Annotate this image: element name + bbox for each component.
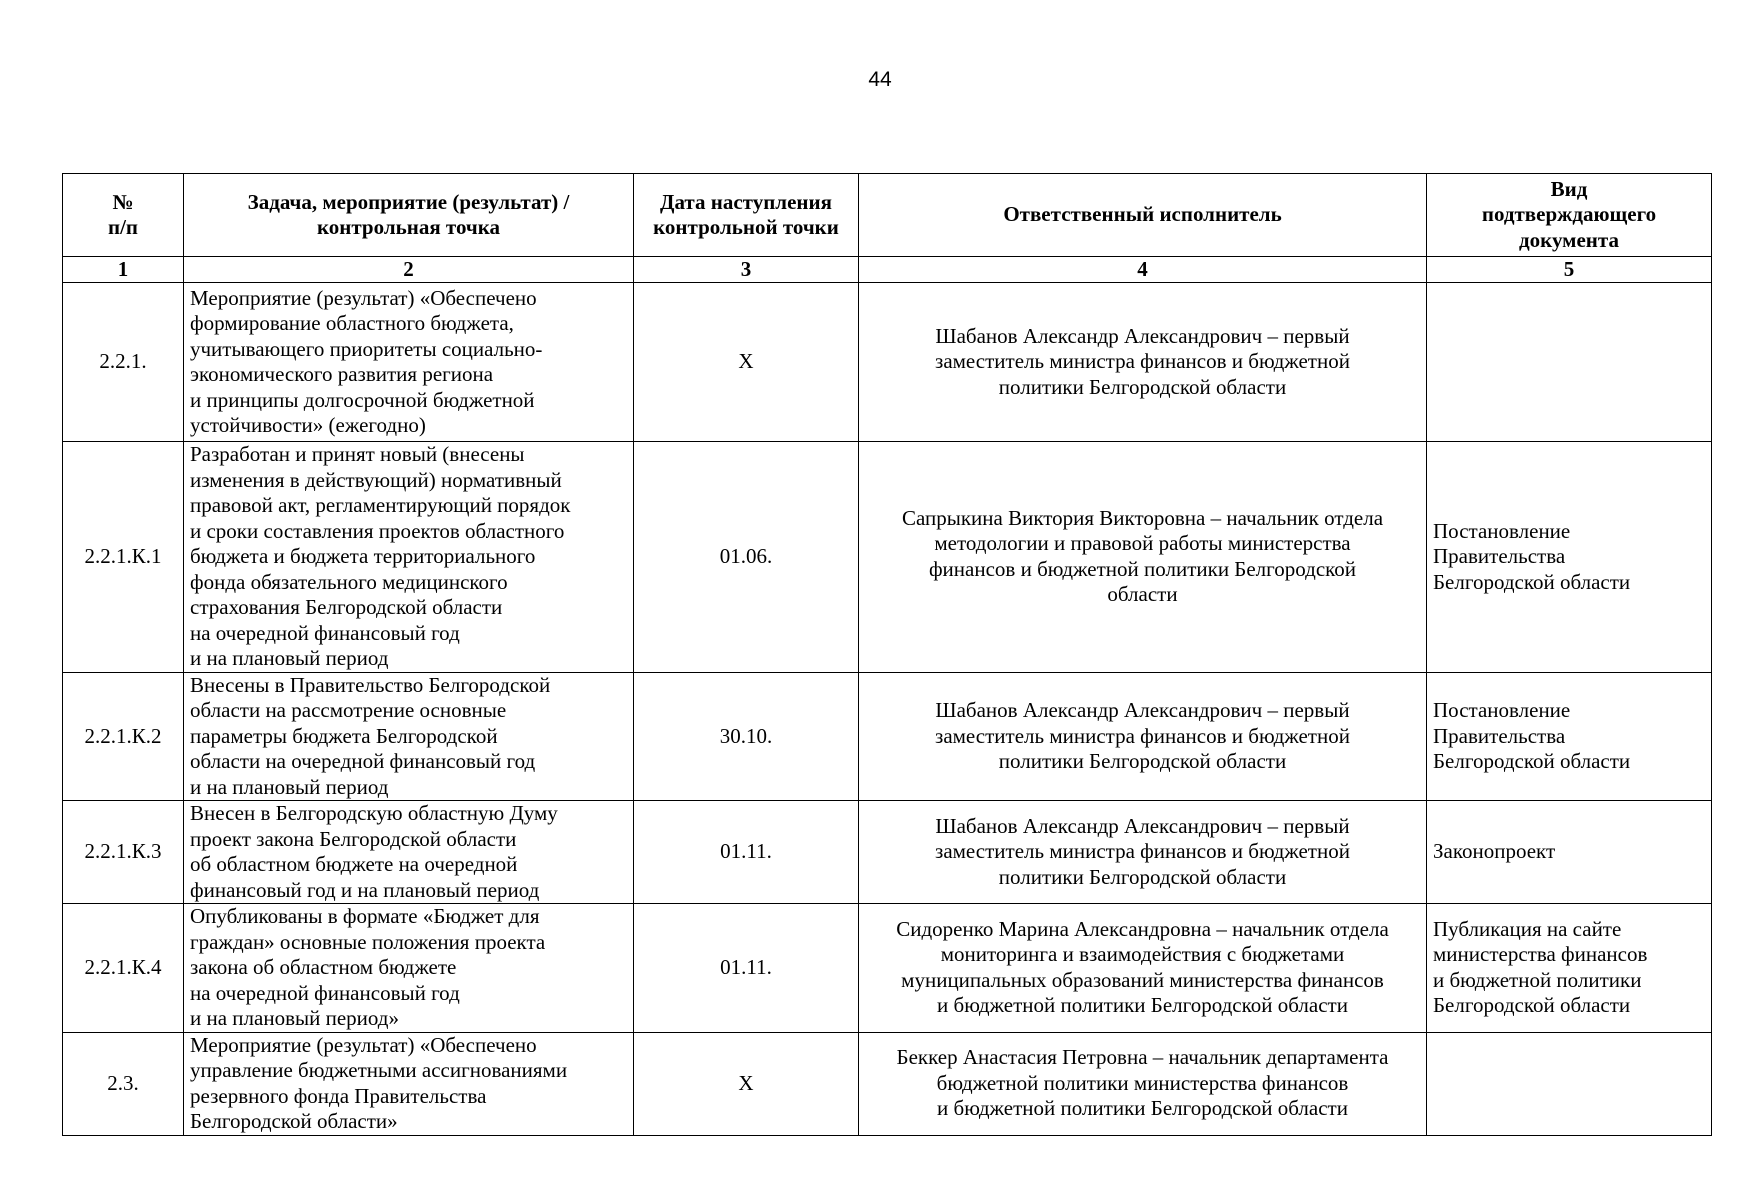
row-document: Публикация на сайте министерства финансов и бюджетной политики Белгородской области — [1427, 904, 1712, 1033]
row-responsible: Сапрыкина Виктория Викторовна – начальник отдела методологии и правовой работы министерства финансов и бюджетной политики Белгородской области — [859, 442, 1427, 673]
row-document — [1427, 283, 1712, 442]
row-number: 2.2.1. — [63, 283, 184, 442]
table-row — [63, 283, 1712, 442]
row-task: Внесены в Правительство Белгородской области на рассмотрение основные параметры бюджета Белгородской области на очередной финансовый год и на плановый период — [184, 672, 634, 801]
row-number: 2.2.1.К.4 — [63, 904, 184, 1033]
table-header-row — [63, 174, 1712, 257]
header-date: Дата наступления контрольной точки — [634, 174, 859, 257]
row-document — [1427, 1032, 1712, 1135]
row-number: 2.2.1.К.2 — [63, 672, 184, 801]
row-responsible: Сидоренко Марина Александровна – начальник отдела мониторинга и взаимодействия с бюджетами муниципальных образований министерства финансов и бюджетной политики Белгородской области — [859, 904, 1427, 1033]
row-date: 01.06. — [634, 442, 859, 673]
row-task: Мероприятие (результат) «Обеспечено управление бюджетными ассигнованиями резервного фонда Правительства Белгородской области» — [184, 1032, 634, 1135]
row-number: 2.2.1.К.3 — [63, 801, 184, 904]
row-document: Постановление Правительства Белгородской области — [1427, 442, 1712, 673]
row-responsible: Шабанов Александр Александрович – первый заместитель министра финансов и бюджетной политики Белгородской области — [859, 283, 1427, 442]
row-responsible: Беккер Анастасия Петровна – начальник департамента бюджетной политики министерства финансов и бюджетной политики Белгородской области — [859, 1032, 1427, 1135]
page-number: 44 — [868, 68, 892, 91]
row-date: X — [634, 1032, 859, 1135]
table-row — [63, 672, 1712, 801]
row-task: Опубликованы в формате «Бюджет для граждан» основные положения проекта закона об областном бюджете на очередной финансовый год и на плановый период» — [184, 904, 634, 1033]
column-number: 3 — [634, 257, 859, 283]
row-number: 2.3. — [63, 1032, 184, 1135]
column-number-row — [63, 257, 1712, 283]
control-points-table — [62, 173, 1712, 1136]
row-date: X — [634, 283, 859, 442]
table-row — [63, 801, 1712, 904]
column-number: 2 — [184, 257, 634, 283]
column-number: 1 — [63, 257, 184, 283]
table-row — [63, 904, 1712, 1033]
column-number: 4 — [859, 257, 1427, 283]
row-document: Законопроект — [1427, 801, 1712, 904]
row-responsible: Шабанов Александр Александрович – первый заместитель министра финансов и бюджетной политики Белгородской области — [859, 801, 1427, 904]
row-number: 2.2.1.К.1 — [63, 442, 184, 673]
row-date: 30.10. — [634, 672, 859, 801]
row-task: Внесен в Белгородскую областную Думу проект закона Белгородской области об областном бюджете на очередной финансовый год и на плановый период — [184, 801, 634, 904]
row-task: Мероприятие (результат) «Обеспечено формирование областного бюджета, учитывающего приоритеты социально- экономического развития региона и принципы долгосрочной бюджетной устойчивости» (ежегодно) — [184, 283, 634, 442]
header-document: Вид подтверждающего документа — [1427, 174, 1712, 257]
row-task: Разработан и принят новый (внесены изменения в действующий) нормативный правовой акт, регламентирующий порядок и сроки составления проектов областного бюджета и бюджета территориального фонда обязательного медицинского страхования Белгородской области на очередной финансовый год и на плановый период — [184, 442, 634, 673]
row-date: 01.11. — [634, 904, 859, 1033]
row-date: 01.11. — [634, 801, 859, 904]
row-responsible: Шабанов Александр Александрович – первый заместитель министра финансов и бюджетной политики Белгородской области — [859, 672, 1427, 801]
header-responsible: Ответственный исполнитель — [859, 174, 1427, 257]
table-row — [63, 1032, 1712, 1135]
table-row — [63, 442, 1712, 673]
header-task: Задача, мероприятие (результат) / контрольная точка — [184, 174, 634, 257]
header-number: № п/п — [63, 174, 184, 257]
row-document: Постановление Правительства Белгородской области — [1427, 672, 1712, 801]
column-number: 5 — [1427, 257, 1712, 283]
